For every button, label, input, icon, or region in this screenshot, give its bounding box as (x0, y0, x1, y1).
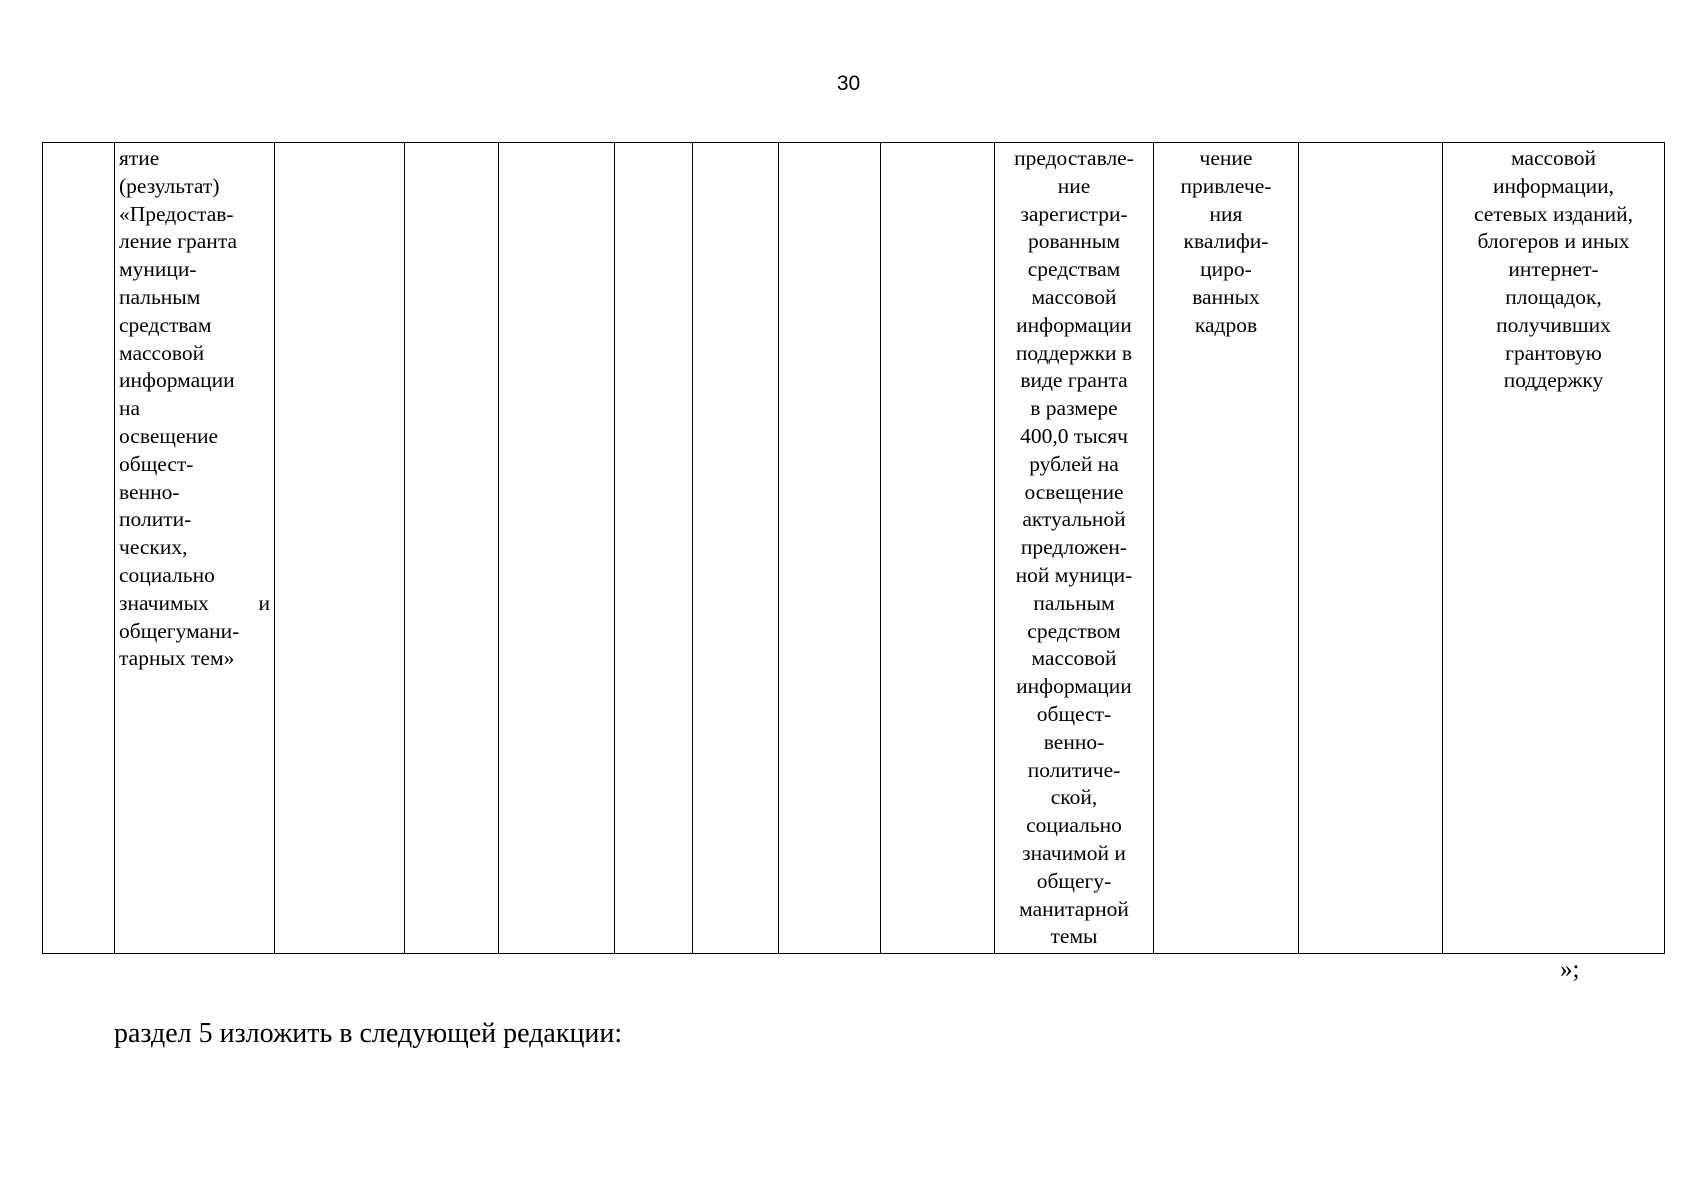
table-cell-col-10 (995, 143, 1154, 954)
table-cell-col-4 (405, 143, 499, 954)
cell-text-line: муници- (119, 257, 197, 282)
cell-text-line: общест- (119, 451, 194, 476)
cell-text-line: информации (119, 368, 235, 393)
page-number: 30 (836, 72, 861, 95)
cell-text-line: ванных (1192, 284, 1260, 309)
cell-text-line: ния (1209, 201, 1243, 226)
cell-text-line: политиче- (1027, 757, 1121, 782)
cell-text-line: зарегистри- (1020, 201, 1128, 226)
cell-text-line: получивших (1496, 312, 1611, 337)
cell-text-line: чение (1199, 146, 1253, 170)
cell-text-line: блогеров и иных (1477, 229, 1630, 254)
cell-text-line: темы (1050, 924, 1098, 949)
cell-text-line: 400,0 тысяч (1020, 423, 1128, 448)
cell-text-line: освещение (1024, 479, 1124, 504)
cell-text-line: рублей на (1029, 451, 1119, 476)
cell-text-line: грантовую (1505, 340, 1602, 365)
cell-text-line: квалифи- (1183, 229, 1269, 254)
cell-text-line: в размере (1030, 396, 1118, 421)
cell-text-line: ятие (119, 146, 160, 170)
cell-text-line: виде гранта (1020, 368, 1128, 393)
cell-text-line: манитарной (1019, 896, 1129, 921)
cell-text-line: массовой (1510, 146, 1597, 170)
cell-text-line: кадров (1194, 312, 1258, 337)
cell-text-line: общегумани- (119, 618, 240, 643)
closing-quote: »; (1560, 956, 1580, 983)
cell-text-line: венно- (119, 479, 180, 504)
cell-text-line: информации (1016, 312, 1132, 337)
cell-text-line: ческих, (119, 535, 188, 560)
table-cell-col-12 (1299, 143, 1443, 954)
table-cell-col-11 (1154, 143, 1299, 954)
table-cell-col-1 (43, 143, 115, 954)
cell-text-line: предоставле- (1014, 146, 1134, 170)
cell-text-line: значимой и (1022, 840, 1126, 865)
cell-text-line: ние (1057, 173, 1091, 198)
cell-text-line: актуальной (1022, 507, 1126, 532)
cell-text-line: массовой (1031, 646, 1117, 671)
cell-text-line: на (119, 396, 141, 421)
table-cell-col-5 (499, 143, 615, 954)
cell-text-line: значимых и (119, 590, 270, 615)
cell-text-line: рованным (1028, 229, 1120, 254)
table-cell-col-7 (693, 143, 779, 954)
cell-text-line: средствам (1027, 257, 1121, 282)
cell-text-line: сетевых изданий, (1474, 201, 1633, 226)
table-cell-col-9 (881, 143, 995, 954)
cell-text-line: пальным (119, 284, 201, 309)
cell-text-line: ной муници- (1015, 562, 1133, 587)
cell-text-line: циро- (1200, 257, 1252, 282)
cell-text-line: (результат) (119, 173, 220, 198)
cell-text-line: массовой (119, 340, 205, 365)
cell-text-line: пальным (1033, 590, 1115, 615)
cell-text-line: ление гранта (119, 229, 238, 254)
cell-text-line: средством (1027, 618, 1121, 643)
cell-text-line: поддержки в (1015, 340, 1133, 365)
cell-text-line: привлече- (1180, 173, 1272, 198)
cell-text-line: «Предостав- (119, 201, 234, 226)
cell-text-line: общест- (1036, 701, 1112, 726)
cell-text-line: интернет- (1508, 257, 1599, 282)
cell-text-line: информации (1016, 674, 1132, 699)
cell-text-line: тарных тем» (119, 646, 235, 671)
table-cell-col-6 (615, 143, 693, 954)
table-row (43, 143, 1665, 954)
cell-text-line: освещение (119, 423, 219, 448)
cell-text-line: площадок, (1505, 284, 1602, 309)
data-table (42, 142, 1665, 954)
cell-text-line: поддержку (1503, 368, 1604, 393)
table-cell-col-3 (275, 143, 405, 954)
cell-text-line: полити- (119, 507, 192, 532)
cell-text-line: предложен- (1020, 535, 1128, 560)
table-cell-col-13 (1443, 143, 1665, 954)
cell-text-line: информации, (1492, 173, 1614, 198)
table-cell-col-2 (115, 143, 275, 954)
cell-text-line: общегу- (1036, 868, 1112, 893)
instruction-text: раздел 5 изложить в следующей редакции: (114, 1018, 623, 1049)
table-cell-col-8 (779, 143, 881, 954)
cell-text-line: средствам (119, 312, 212, 337)
cell-text-line: социально (1026, 813, 1122, 838)
cell-text-line: венно- (1043, 729, 1105, 754)
cell-text-line: массовой (1031, 284, 1117, 309)
cell-text-line: социально (119, 562, 215, 587)
cell-text-line: ской, (1050, 785, 1098, 810)
